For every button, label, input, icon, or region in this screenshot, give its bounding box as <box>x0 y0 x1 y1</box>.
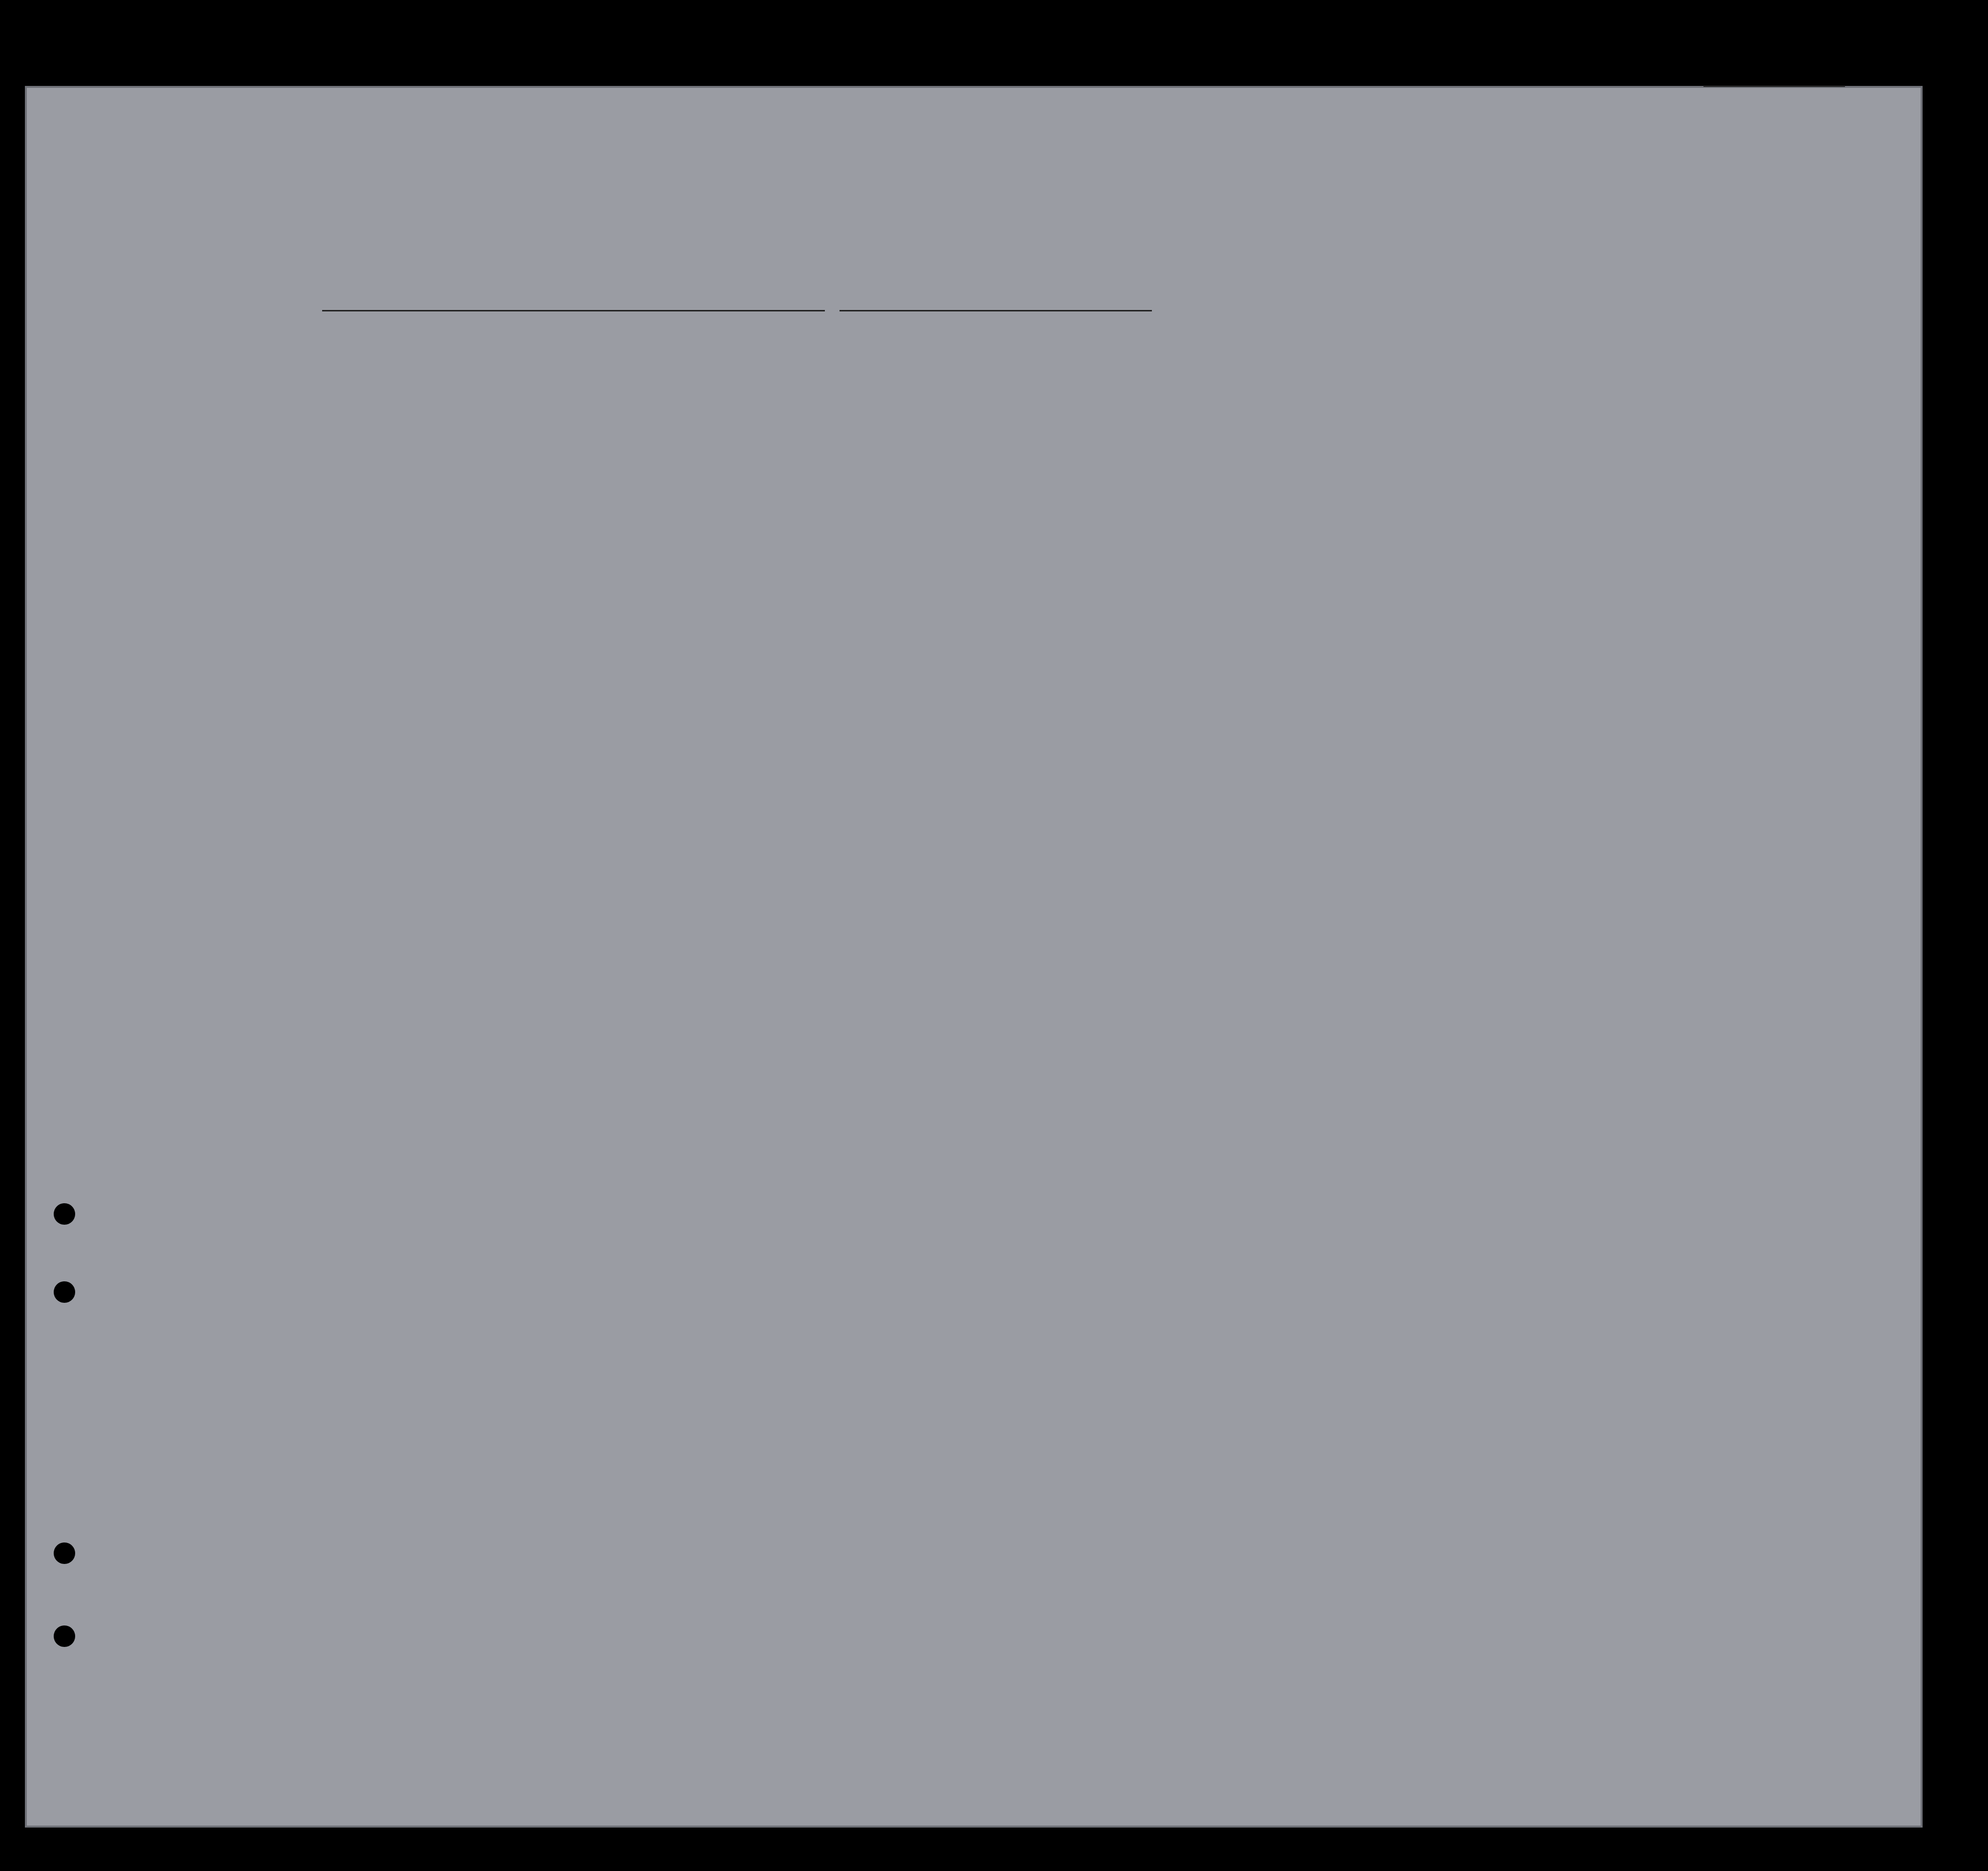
form-sheet <box>27 88 1921 1826</box>
punch-hole <box>54 1542 75 1564</box>
punch-hole <box>54 1203 75 1225</box>
date-underline <box>840 310 1152 311</box>
punch-hole <box>54 1281 75 1303</box>
punch-hole <box>54 1625 75 1647</box>
port-underline <box>322 310 825 311</box>
list-underline <box>1703 85 1845 87</box>
